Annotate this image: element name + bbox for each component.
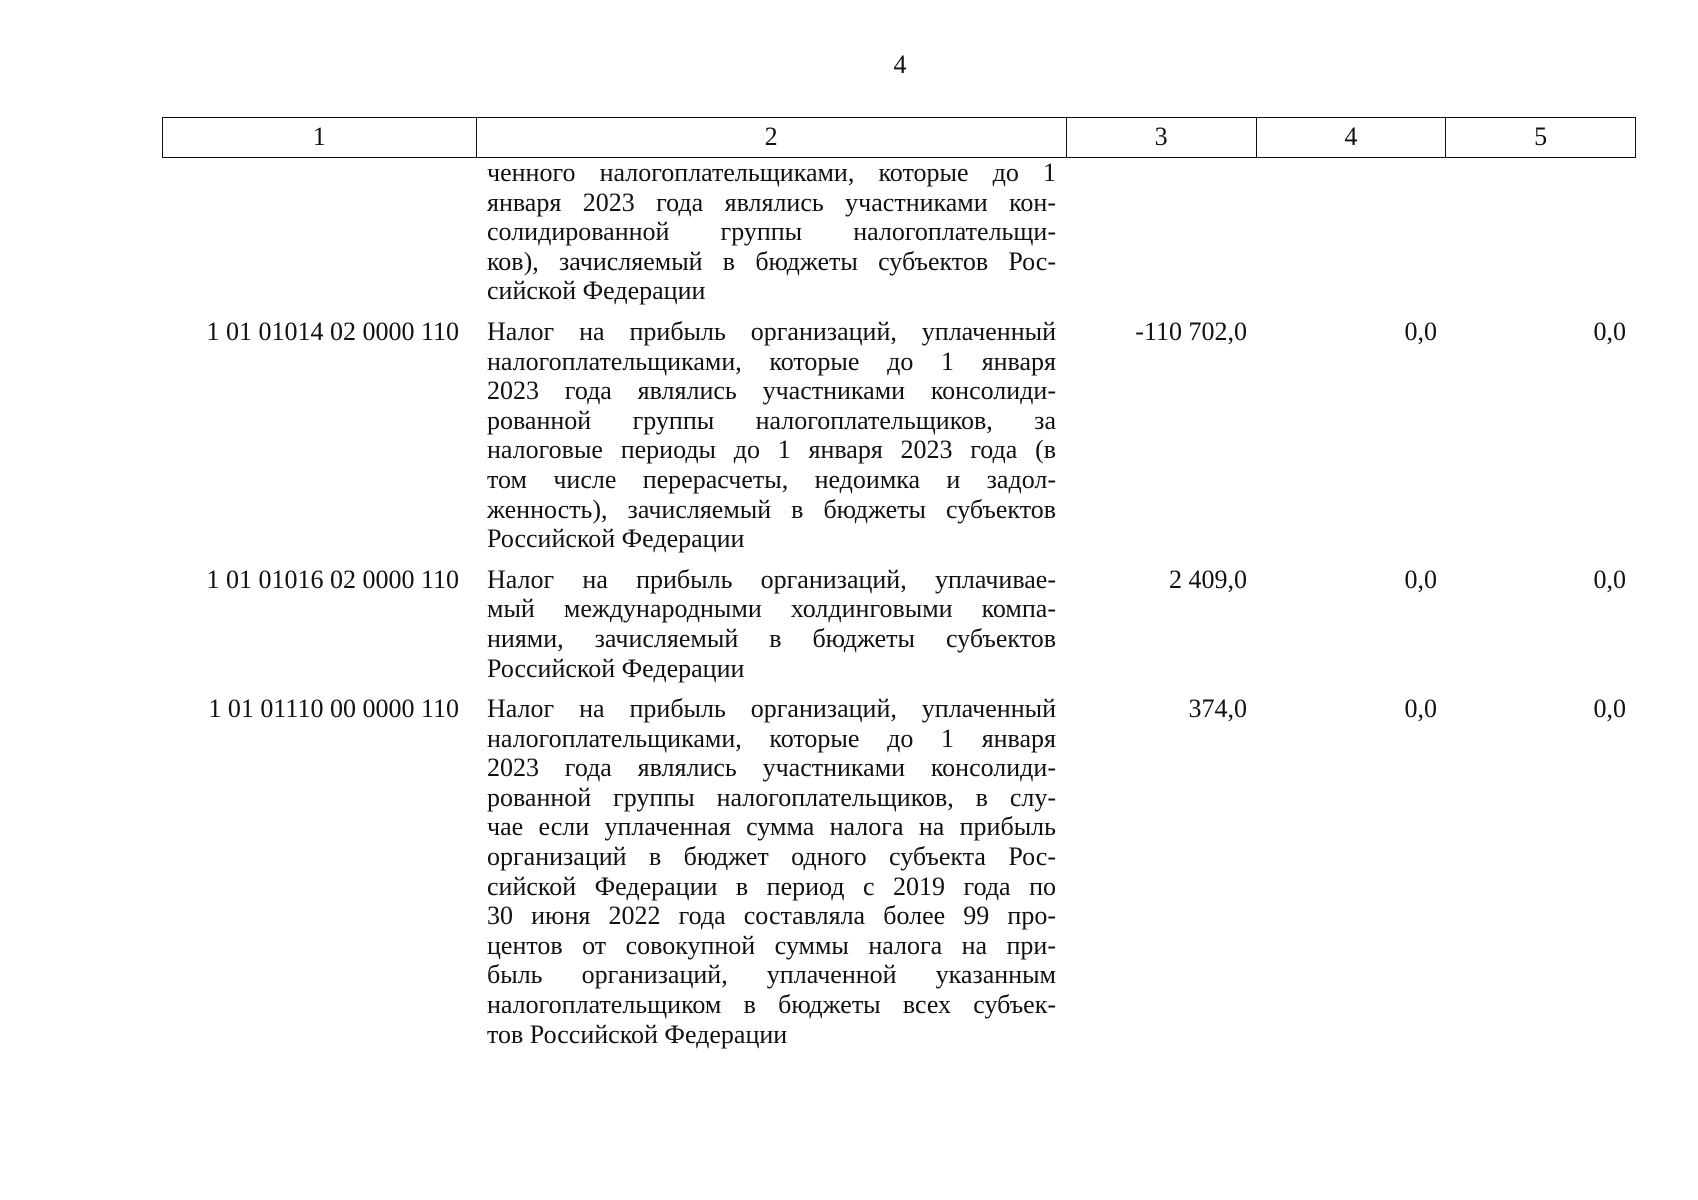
description-line: 2023 года являлись участниками консолиди- <box>487 376 1056 406</box>
description-line: ченного налогоплательщиками, которые до 1 <box>487 158 1056 187</box>
description-line: налогоплательщиком в бюджеты всех субъек- <box>487 990 1056 1020</box>
description-line: быль организаций, уплаченной указанным <box>487 960 1056 990</box>
description-line: рованной группы налогоплательщиков, за <box>487 405 1056 435</box>
amount-cell-5: 0,0 <box>1593 564 1626 594</box>
amount-cell-3: 374,0 <box>1188 694 1247 724</box>
table-header-row <box>162 117 1636 158</box>
description-line: 30 июня 2022 года составляла более 99 про- <box>487 901 1056 931</box>
description-cell <box>476 565 1067 683</box>
table-row <box>162 158 1636 306</box>
amount-cell-5: 0,0 <box>1593 694 1626 724</box>
description-line: сийской Федерации в период с 2019 года по <box>487 871 1056 901</box>
description-line: солидированной группы налогоплательщи- <box>487 217 1056 247</box>
budget-code-cell: 1 01 01014 02 0000 110 <box>206 316 459 346</box>
budget-code-cell: 1 01 01016 02 0000 110 <box>206 564 459 594</box>
description-line: мый международными холдинговыми компа- <box>487 594 1056 624</box>
description-line: сийской Федерации <box>487 276 706 306</box>
page-number: 4 <box>893 50 907 79</box>
table-row <box>162 565 1636 683</box>
description-line: Российской Федерации <box>487 653 745 683</box>
revenue-table <box>162 117 1636 1060</box>
amount-cell-5 <box>1447 158 1636 306</box>
description-line: Российской Федерации <box>487 524 745 554</box>
amount-cell-4: 0,0 <box>1404 564 1437 594</box>
description-line: налоговые периоды до 1 января 2023 года (в <box>487 435 1056 465</box>
description-cell <box>476 317 1067 554</box>
budget-code-cell: 1 01 01110 00 0000 110 <box>208 694 459 724</box>
description-line: ков), зачисляемый в бюджеты субъектов Рос- <box>487 246 1056 276</box>
amount-cell-4: 0,0 <box>1404 316 1437 346</box>
description-line: тов Российской Федерации <box>487 1019 788 1049</box>
description-line: чае если уплаченная сумма налога на прибыль <box>487 812 1056 842</box>
amount-cell-4: 0,0 <box>1404 694 1437 724</box>
description-line: том числе перерасчеты, недоимка и задол- <box>487 464 1056 494</box>
description-cell <box>476 694 1067 1049</box>
description-line: налогоплательщиками, которые до 1 января <box>487 346 1056 376</box>
description-line: налогоплательщиками, которые до 1 января <box>487 723 1056 753</box>
amount-cell-5: 0,0 <box>1593 316 1626 346</box>
description-line: Налог на прибыль организаций, уплачивае- <box>487 564 1056 594</box>
table-row <box>162 694 1636 1049</box>
description-line: рованной группы налогоплательщиков, в слу- <box>487 782 1056 812</box>
header-cell-2: 2 <box>477 118 1067 157</box>
amount-cell-3 <box>1067 158 1257 306</box>
description-line: центов от совокупной суммы налога на при- <box>487 930 1056 960</box>
description-line: 2023 года являлись участниками консолиди- <box>487 753 1056 783</box>
description-line: января 2023 года являлись участниками кон- <box>487 187 1056 217</box>
description-cell <box>476 158 1067 306</box>
description-line: Налог на прибыль организаций, уплаченный <box>487 694 1056 724</box>
description-line: Налог на прибыль организаций, уплаченный <box>487 316 1056 346</box>
amount-cell-3: -110 702,0 <box>1135 316 1247 346</box>
header-cell-3: 3 <box>1067 118 1257 157</box>
budget-code-cell <box>162 158 476 306</box>
table-row <box>162 317 1636 554</box>
header-cell-4: 4 <box>1257 118 1447 157</box>
table-body <box>162 158 1636 1049</box>
amount-cell-3: 2 409,0 <box>1169 564 1247 594</box>
amount-cell-4 <box>1257 158 1447 306</box>
description-line: женность), зачисляемый в бюджеты субъектов <box>487 494 1056 524</box>
description-line: ниями, зачисляемый в бюджеты субъектов <box>487 623 1056 653</box>
header-cell-5: 5 <box>1534 122 1548 151</box>
header-cell-1: 1 <box>163 118 477 157</box>
description-line: организаций в бюджет одного субъекта Рос- <box>487 842 1056 872</box>
